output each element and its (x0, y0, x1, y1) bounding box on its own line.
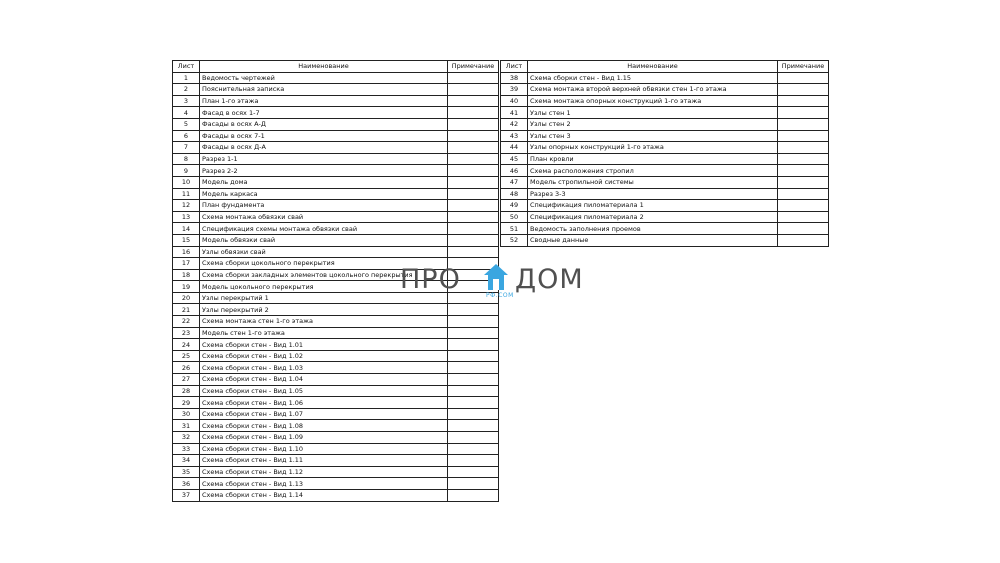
sheet-name: Модель цокольного перекрытия (200, 281, 448, 293)
sheet-note (448, 420, 499, 432)
sheet-name: Спецификация пиломатериала 1 (528, 200, 778, 212)
sheet-number: 3 (173, 95, 200, 107)
table-row (173, 408, 499, 420)
sheet-note (448, 188, 499, 200)
header-sheet: Лист (501, 61, 528, 73)
sheet-number: 13 (173, 211, 200, 223)
sheet-number: 35 (173, 466, 200, 478)
table-row (173, 385, 499, 397)
sheet-name: Узлы стен 2 (528, 118, 778, 130)
sheet-name: Схема сборки стен - Вид 1.03 (200, 362, 448, 374)
sheet-note (448, 316, 499, 328)
sheet-number: 19 (173, 281, 200, 293)
sheet-name: Узлы опорных конструкций 1-го этажа (528, 142, 778, 154)
prodom-watermark-logo (400, 262, 605, 302)
sheet-name: Схема сборки стен - Вид 1.11 (200, 455, 448, 467)
sheet-note (448, 211, 499, 223)
table-row (173, 234, 499, 246)
sheet-number: 37 (173, 489, 200, 501)
sheet-note (448, 234, 499, 246)
sheet-name: Схема монтажа обвязки свай (200, 211, 448, 223)
table-row (501, 84, 829, 96)
sheet-number: 23 (173, 327, 200, 339)
house-icon (483, 263, 509, 293)
table-row (501, 176, 829, 188)
table-row (173, 200, 499, 212)
sheet-name: Узлы стен 3 (528, 130, 778, 142)
sheet-name: Спецификация схемы монтажа обвязки свай (200, 223, 448, 235)
sheet-note (448, 327, 499, 339)
sheet-name: Модель стропильной системы (528, 176, 778, 188)
table-row (173, 118, 499, 130)
sheet-number: 10 (173, 176, 200, 188)
table-row (173, 176, 499, 188)
table-row (173, 339, 499, 351)
sheet-name: Схема сборки стен - Вид 1.02 (200, 350, 448, 362)
header-name: Наименование (528, 61, 778, 73)
table-header-row (501, 61, 829, 73)
sheet-note (448, 95, 499, 107)
sheet-note (448, 385, 499, 397)
table-row (501, 188, 829, 200)
sheet-note (448, 408, 499, 420)
sheet-number: 44 (501, 142, 528, 154)
sheet-name: Схема монтажа второй верхней обвязки стен 1-го этажа (528, 84, 778, 96)
sheet-number: 18 (173, 269, 200, 281)
table-row (173, 455, 499, 467)
logo-text-right: ДОМ (515, 264, 584, 295)
table-row (173, 223, 499, 235)
table-row (173, 130, 499, 142)
table-row (173, 165, 499, 177)
table-row (173, 362, 499, 374)
table-row (501, 153, 829, 165)
sheet-number: 45 (501, 153, 528, 165)
table-row (173, 466, 499, 478)
sheet-number: 49 (501, 200, 528, 212)
drawings-table-right (500, 60, 829, 247)
sheet-note (448, 432, 499, 444)
sheet-number: 5 (173, 118, 200, 130)
sheet-name: Модель каркаса (200, 188, 448, 200)
sheet-number: 21 (173, 304, 200, 316)
sheet-name: Фасад в осях 1-7 (200, 107, 448, 119)
sheet-note (778, 211, 829, 223)
sheet-note (448, 72, 499, 84)
sheet-number: 34 (173, 455, 200, 467)
sheet-name: План кровли (528, 153, 778, 165)
sheet-name: Разрез 1-1 (200, 153, 448, 165)
sheet-number: 51 (501, 223, 528, 235)
table-row (173, 211, 499, 223)
sheet-name: Фасады в осях Д-А (200, 142, 448, 154)
sheet-name: Схема сборки стен - Вид 1.06 (200, 397, 448, 409)
sheet-name: Узлы обвязки свай (200, 246, 448, 258)
logo-text-left: ПРО (400, 264, 461, 295)
sheet-note (448, 107, 499, 119)
sheet-number: 33 (173, 443, 200, 455)
sheet-number: 8 (173, 153, 200, 165)
sheet-name: Схема сборки цокольного перекрытия (200, 258, 448, 270)
table-row (501, 118, 829, 130)
sheet-number: 30 (173, 408, 200, 420)
sheet-name: Сводные данные (528, 234, 778, 246)
sheet-note (448, 246, 499, 258)
sheet-note (778, 165, 829, 177)
table-row (173, 443, 499, 455)
sheet-number: 4 (173, 107, 200, 119)
sheet-name: Фасады в осях А-Д (200, 118, 448, 130)
table-row (173, 246, 499, 258)
table-row (501, 165, 829, 177)
sheet-note (778, 200, 829, 212)
sheet-name: Разрез 2-2 (200, 165, 448, 177)
table-row (501, 200, 829, 212)
sheet-number: 32 (173, 432, 200, 444)
sheet-note (448, 339, 499, 351)
header-name: Наименование (200, 61, 448, 73)
sheet-number: 50 (501, 211, 528, 223)
table-row (501, 95, 829, 107)
sheet-note (778, 142, 829, 154)
table-row (173, 420, 499, 432)
sheet-name: Схема сборки стен - Вид 1.12 (200, 466, 448, 478)
table-row (173, 142, 499, 154)
sheet-name: Разрез 3-3 (528, 188, 778, 200)
table-row (501, 234, 829, 246)
table-row (173, 316, 499, 328)
sheet-note (778, 188, 829, 200)
sheet-note (448, 478, 499, 490)
sheet-number: 12 (173, 200, 200, 212)
sheet-number: 26 (173, 362, 200, 374)
table-row (173, 304, 499, 316)
sheet-number: 17 (173, 258, 200, 270)
table-row (173, 397, 499, 409)
sheet-note (778, 234, 829, 246)
table-row (173, 327, 499, 339)
sheet-name: Модель дома (200, 176, 448, 188)
table-row (173, 374, 499, 386)
sheet-number: 27 (173, 374, 200, 386)
header-note: Примечание (778, 61, 829, 73)
sheet-note (778, 118, 829, 130)
sheet-name: Схема сборки закладных элементов цокольного перекрытия (200, 269, 448, 281)
table-row (501, 223, 829, 235)
table-row (173, 72, 499, 84)
sheet-number: 38 (501, 72, 528, 84)
sheet-number: 46 (501, 165, 528, 177)
sheet-name: Схема сборки стен - Вид 1.09 (200, 432, 448, 444)
table-row (173, 478, 499, 490)
sheet-name: Схема сборки стен - Вид 1.10 (200, 443, 448, 455)
table-row (173, 489, 499, 501)
sheet-number: 36 (173, 478, 200, 490)
sheet-note (448, 84, 499, 96)
sheet-number: 31 (173, 420, 200, 432)
header-sheet: Лист (173, 61, 200, 73)
sheet-note (448, 176, 499, 188)
sheet-number: 42 (501, 118, 528, 130)
sheet-note (448, 200, 499, 212)
table-row (173, 188, 499, 200)
sheet-note (778, 176, 829, 188)
sheet-name: План фундамента (200, 200, 448, 212)
header-note: Примечание (448, 61, 499, 73)
sheet-number: 2 (173, 84, 200, 96)
sheet-note (448, 455, 499, 467)
sheet-name: План 1-го этажа (200, 95, 448, 107)
sheet-note (448, 397, 499, 409)
logo-subtext: РФ.COM (486, 292, 514, 299)
sheet-note (448, 304, 499, 316)
sheet-note (448, 443, 499, 455)
table-row (501, 107, 829, 119)
sheet-name: Модель обвязки свай (200, 234, 448, 246)
sheet-name: Схема сборки стен - Вид 1.05 (200, 385, 448, 397)
sheet-number: 16 (173, 246, 200, 258)
sheet-number: 41 (501, 107, 528, 119)
sheet-name: Схема сборки стен - Вид 1.08 (200, 420, 448, 432)
sheet-number: 24 (173, 339, 200, 351)
sheet-name: Схема сборки стен - Вид 1.04 (200, 374, 448, 386)
sheet-name: Узлы стен 1 (528, 107, 778, 119)
sheet-note (448, 362, 499, 374)
sheet-number: 47 (501, 176, 528, 188)
sheet-number: 9 (173, 165, 200, 177)
sheet-note (778, 95, 829, 107)
sheet-number: 1 (173, 72, 200, 84)
table-row (173, 350, 499, 362)
sheet-note (778, 153, 829, 165)
sheet-name: Узлы перекрытий 2 (200, 304, 448, 316)
sheet-name: Схема сборки стен - Вид 1.14 (200, 489, 448, 501)
table-row (173, 153, 499, 165)
sheet-note (778, 107, 829, 119)
table-row (173, 432, 499, 444)
table-header-row (173, 61, 499, 73)
sheet-number: 11 (173, 188, 200, 200)
sheet-number: 15 (173, 234, 200, 246)
table-row (501, 142, 829, 154)
sheet-note (448, 130, 499, 142)
table-row (501, 72, 829, 84)
sheet-note (448, 374, 499, 386)
sheet-number: 52 (501, 234, 528, 246)
sheet-number: 39 (501, 84, 528, 96)
sheet-note (778, 84, 829, 96)
sheet-name: Спецификация пиломатериала 2 (528, 211, 778, 223)
sheet-number: 6 (173, 130, 200, 142)
table-row (173, 84, 499, 96)
sheet-name: Ведомость заполнения проемов (528, 223, 778, 235)
sheet-note (778, 130, 829, 142)
sheet-number: 25 (173, 350, 200, 362)
sheet-number: 40 (501, 95, 528, 107)
sheet-number: 43 (501, 130, 528, 142)
table-row (501, 130, 829, 142)
sheet-number: 7 (173, 142, 200, 154)
sheet-note (448, 466, 499, 478)
sheet-note (778, 223, 829, 235)
sheet-name: Схема расположения стропил (528, 165, 778, 177)
sheet-name: Схема монтажа опорных конструкций 1-го этажа (528, 95, 778, 107)
sheet-name: Модель стен 1-го этажа (200, 327, 448, 339)
sheet-note (448, 118, 499, 130)
sheet-number: 22 (173, 316, 200, 328)
table-row (173, 107, 499, 119)
sheet-note (448, 350, 499, 362)
sheet-note (448, 153, 499, 165)
sheet-name: Пояснительная записка (200, 84, 448, 96)
sheet-number: 48 (501, 188, 528, 200)
sheet-note (448, 489, 499, 501)
sheet-name: Узлы перекрытий 1 (200, 292, 448, 304)
sheet-name: Схема сборки стен - Вид 1.13 (200, 478, 448, 490)
sheet-note (448, 142, 499, 154)
sheet-note (448, 223, 499, 235)
table-row (501, 211, 829, 223)
sheet-name: Схема сборки стен - Вид 1.01 (200, 339, 448, 351)
sheet-note (778, 72, 829, 84)
sheet-name: Схема сборки стен - Вид 1.15 (528, 72, 778, 84)
sheet-name: Фасады в осях 7-1 (200, 130, 448, 142)
sheet-note (448, 165, 499, 177)
table-row (173, 95, 499, 107)
sheet-number: 29 (173, 397, 200, 409)
sheet-name: Ведомость чертежей (200, 72, 448, 84)
sheet-number: 14 (173, 223, 200, 235)
sheet-name: Схема монтажа стен 1-го этажа (200, 316, 448, 328)
sheet-number: 20 (173, 292, 200, 304)
sheet-name: Схема сборки стен - Вид 1.07 (200, 408, 448, 420)
sheet-number: 28 (173, 385, 200, 397)
